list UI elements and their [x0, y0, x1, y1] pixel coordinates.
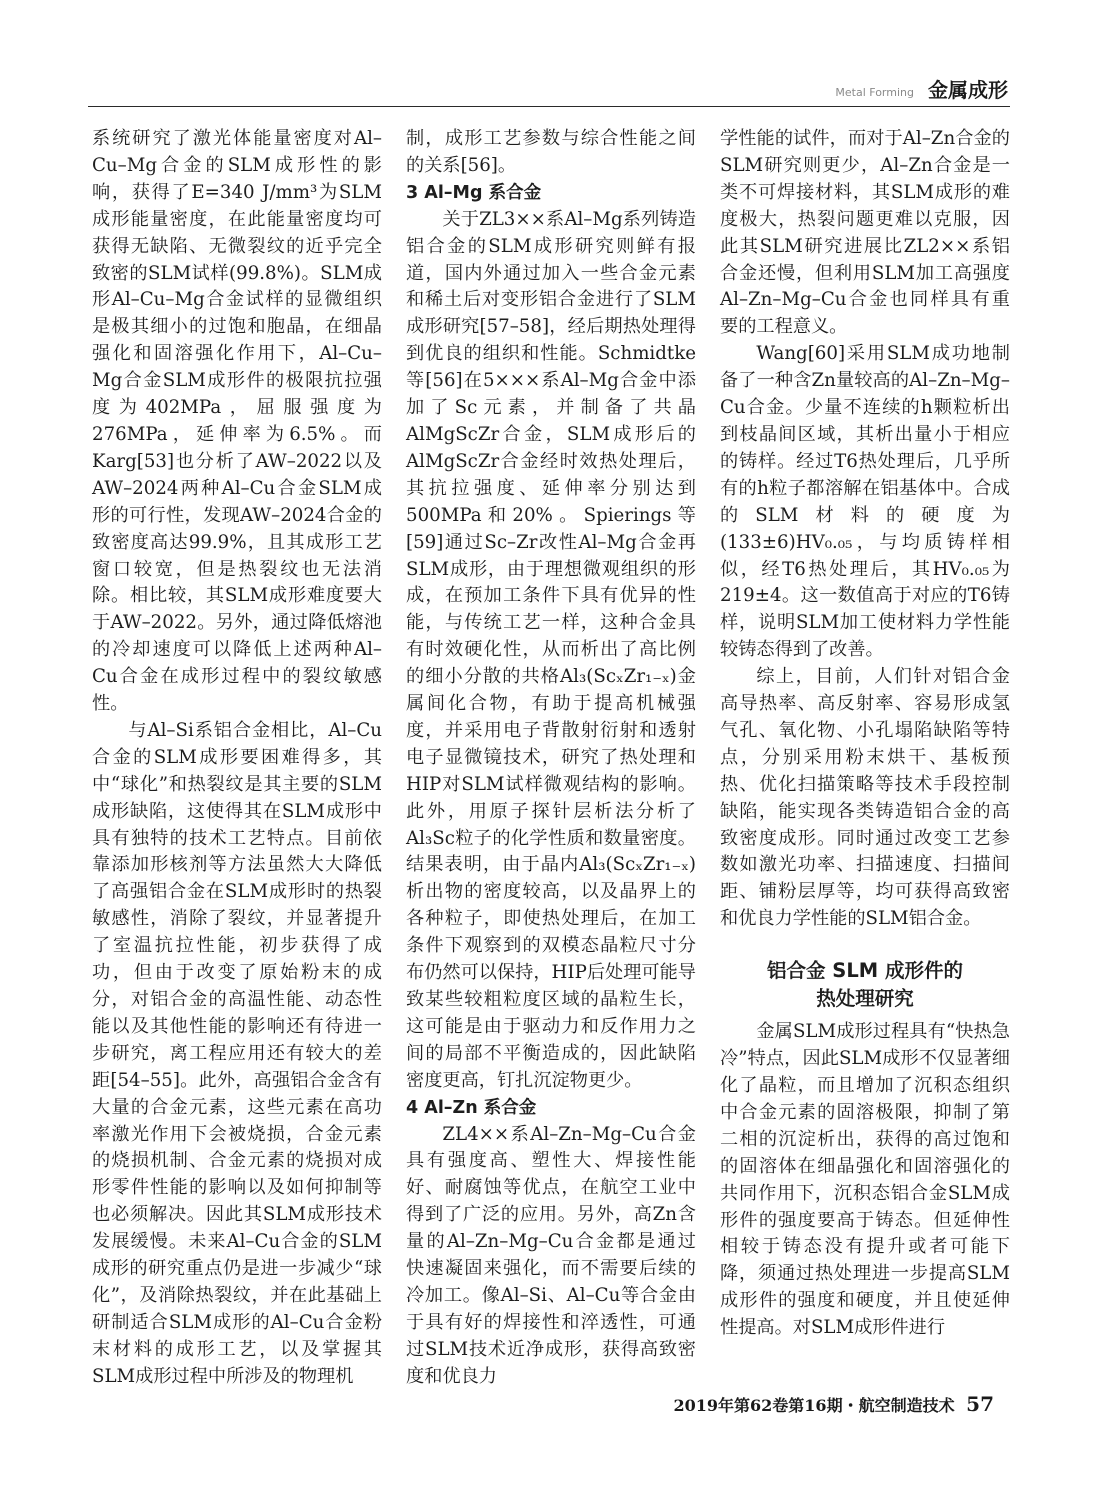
text-column-middle [406, 126, 696, 1391]
paragraph: 制，成形工艺参数与综合性能之间的关系[56]。 [406, 128, 696, 176]
page-number: 57 [966, 1392, 994, 1416]
journal-name-english: Metal Forming [835, 86, 914, 99]
section-title-line-1: 铝合金 SLM 成形件的 [767, 959, 963, 983]
paragraph: 综上，目前，人们针对铝合金高导热率、高反射率、容易形成氢气孔、氧化物、小孔塌陷缺陷等特点，分别采用粉末烘干、基板预热、优化扫描策略等技术手段控制缺陷，能实现各类铸造铝合金的高致密度成形。同时通过改变工艺参数如激光功率、扫描速度、扫描间距、铺粉层厚等，均可获得高致密和优良力学性能的SLM铝合金。 [720, 666, 1010, 930]
section-title-line-2: 热处理研究 [816, 987, 914, 1011]
section-title [720, 957, 1010, 1013]
journal-name-chinese: 金属成形 [928, 78, 1008, 102]
paragraph: Wang[60]采用SLM成功地制备了一种含Zn量较高的Al–Zn–Mg–Cu合金。少量不连续的h颗粒析出到枝晶间区域，其析出量小于相应的铸样。经过T6热处理后，几乎所有的h粒子都溶解在铝基体中。合成的SLM材料的硬度为(133±6)HV₀.₀₅，与均质铸样相似，经T6热处理后，其HV₀.₀₅为219±4。这一数值高于对应的T6铸样，说明SLM加工使材料力学性能较铸态得到了改善。 [720, 343, 1010, 661]
paragraph: 学性能的试件，而对于Al–Zn合金的SLM研究则更少，Al–Zn合金是一类不可焊接材料，其SLM成形的难度极大，热裂问题更难以克服，因此其SLM研究进展比ZL2××系铝合金还慢，但利用SLM加工高强度Al–Zn–Mg–Cu合金也同样具有重要的工程意义。 [720, 128, 1010, 338]
paragraph: 系统研究了激光体能量密度对Al–Cu–Mg合金的SLM成形性的影响，获得了E=340 J/mm³为SLM成形能量密度，在此能量密度均可获得无缺陷、无微裂纹的近乎完全致密的SLM试样(99.8%)。SLM成形Al–Cu–Mg合金试样的显微组织是极其细小的过饱和胞晶，在细晶强化和固溶强化作用下，Al–Cu–Mg合金SLM成形件的极限抗拉强度为402MPa，屈服强度为276MPa，延伸率为6.5%。而Karg[53]也分析了AW–2022以及AW–2024两种Al–Cu合金SLM成形的可行性，发现AW–2024合金的致密度高达99.9%，且其成形工艺窗口较宽，但是热裂纹也无法消除。相比较，其SLM成形难度要大于AW–2022。另外，通过降低熔池的冷却速度可以降低上述两种Al–Cu合金在成形过程中的裂纹敏感性。 [92, 128, 382, 715]
paragraph: 与Al–Si系铝合金相比，Al–Cu合金的SLM成形要困难得多，其中“球化”和热裂纹是其主要的SLM成形缺陷，这使得其在SLM成形中具有独特的技术工艺特点。目前依靠添加形核剂等方法虽然大大降低了高强铝合金在SLM成形时的热裂敏感性，消除了裂纹，并显著提升了室温抗拉性能，初步获得了成功，但由于改变了原始粉末的成分，对铝合金的高温性能、动态性能以及其他性能的影响还有待进一步研究，离工程应用还有较大的差距[54–55]。此外，高强铝合金含有大量的合金元素，这些元素在高功率激光作用下会被烧损，合金元素的烧损机制、合金元素的烧损对成形零件性能的影响以及如何抑制等也必须解决。因此其SLM成形技术发展缓慢。未来Al–Cu合金的SLM成形的研究重点仍是进一步减少“球化”，及消除热裂纹，并在此基础上研制适合SLM成形的Al–Cu合金粉末材料的成形工艺，以及掌握其SLM成形过程中所涉及的物理机 [92, 719, 382, 1387]
text-column-right [720, 126, 1010, 1342]
paragraph: 金属SLM成形过程具有“快热急冷”特点，因此SLM成形不仅显著细化了晶粒，而且增加了沉积态组织中合金元素的固溶极限，抑制了第二相的沉淀析出，获得的高过饱和的固溶体在细晶强化和固溶强化的共同作用下，沉积态铝合金SLM成形件的强度要高于铸态。但延伸性相较于铸态没有提升或者可能下降，须通过热处理进一步提高SLM成形件的强度和硬度，并且使延伸性提高。对SLM成形件进行 [720, 1021, 1010, 1339]
paragraph: ZL4××系Al–Zn–Mg–Cu合金具有强度高、塑性大、焊接性能好、耐腐蚀等优点，在航空工业中得到了广泛的应用。另外，高Zn含量的Al–Zn–Mg–Cu合金都是通过快速凝固来强化，而不需要后续的冷加工。像Al–Si、Al–Cu等合金由于具有好的焊接性和淬透性，可通过SLM技术近净成形，获得高致密度和优良力 [406, 1123, 696, 1387]
section-heading: 3 Al–Mg 系合金 [406, 182, 542, 203]
section-heading: 4 Al–Zn 系合金 [406, 1097, 537, 1118]
text-column-left [92, 126, 382, 1391]
issue-info: 2019年第62卷第16期・航空制造技术 [673, 1396, 955, 1415]
page-header [88, 72, 1010, 107]
paragraph: 关于ZL3××系Al–Mg系列铸造铝合金的SLM成形研究则鲜有报道，国内外通过加入一些合金元素和稀土后对变形铝合金进行了SLM成形研究[57–58]，经后期热处理得到优良的组织和性能。Schmidtke等[56]在5×××系Al–Mg合金中添加了Sc元素，并制备了共晶AlMgScZr合金，SLM成形后的AlMgScZr合金经时效热处理后，其抗拉强度、延伸率分别达到500MPa和20%。Spierings等[59]通过Sc–Zr改性Al–Mg合金再SLM成形，由于理想微观组织的形成，在预加工条件下具有优异的性能，与传统工艺一样，这种合金具有时效硬化性，从而析出了高比例的细小分散的共格Al₃(ScₓZr₁₋ₓ)金属间化合物，有助于提高机械强度，并采用电子背散射衍射和透射电子显微镜技术，研究了热处理和HIP对SLM试样微观结构的影响。此外，用原子探针层析法分析了Al₃Sc粒子的化学性质和数量密度。结果表明，由于晶内Al₃(ScₓZr₁₋ₓ)析出物的密度较高，以及晶界上的各种粒子，即使热处理后，在加工条件下观察到的双模态晶粒尺寸分布仍然可以保持，HIP后处理可能导致某些较粗粒度区域的晶粒生长，这可能是由于驱动力和反作用力之间的局部不平衡造成的，因此缺陷密度更高，钉扎沉淀物更少。 [406, 208, 696, 1091]
page-footer [674, 1392, 995, 1416]
